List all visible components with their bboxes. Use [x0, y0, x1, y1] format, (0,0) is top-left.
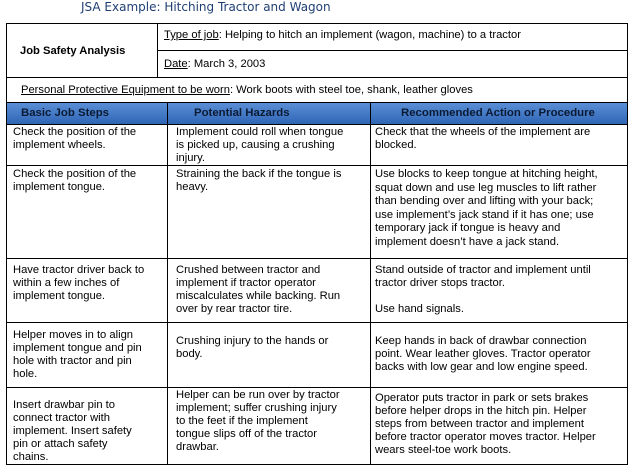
row-divider-5: [6, 387, 628, 388]
cell-line: before tractor operator moves tractor. Helper: [375, 430, 596, 443]
column-header-hazards: Potential Hazards: [194, 107, 290, 119]
row-divider-3: [6, 258, 628, 259]
cell-line: backs with low gear and low engine speed.: [375, 360, 588, 373]
cell-line: Implement could roll when tongue: [176, 126, 344, 138]
cell-line: use implement’s jack stand if it has one; use: [375, 208, 594, 221]
date-value: : March 3, 2003: [187, 58, 266, 70]
cell-line: is picked up, causing a crushing: [176, 138, 335, 151]
table-row-5-action: [375, 392, 596, 457]
cell-line: miscalculates while backing. Run: [176, 289, 341, 302]
cell-line: Stand outside of tractor and implement until: [375, 264, 591, 276]
table-row-4-step: [13, 329, 142, 381]
table-row-4-action: [375, 335, 591, 374]
table-row-4-hazard: [176, 335, 328, 361]
job-type-label: Type of job: [164, 29, 219, 41]
cell-line: tongue slips off of the tractor: [176, 427, 317, 440]
cell-line: tractor driver stops tractor.: [375, 276, 505, 289]
column-header-steps: Basic Job Steps: [21, 107, 109, 119]
cell-line: Check that the wheels of the implement are: [375, 126, 591, 138]
column-divider-2: [370, 103, 371, 465]
cell-line: heavy.: [176, 180, 209, 193]
cell-line: Helper moves in to align: [13, 329, 134, 341]
cell-line: temporary jack if tongue is heavy and: [375, 222, 561, 235]
cell-line: blocked.: [375, 138, 417, 151]
table-row-2-hazard: [176, 168, 341, 194]
cell-line: Straining the back if the tongue is: [176, 168, 342, 180]
cell-line: than bending over and lifting with your back;: [375, 195, 594, 208]
cell-line: connect tractor with: [13, 411, 111, 424]
cell-line: implement; suffer crushing injury: [176, 401, 337, 414]
cell-line: Check the position of the: [13, 168, 137, 180]
header-row-divider: [157, 50, 628, 51]
job-type: [164, 29, 521, 42]
cell-line: squat down and use leg muscles to lift rather: [375, 181, 597, 194]
cell-line: implement tongue.: [13, 289, 106, 302]
table-row-3-step: [13, 264, 144, 303]
cell-line: over by rear tractor tire.: [176, 302, 293, 315]
cell-line: chains.: [13, 450, 49, 463]
row-divider-2: [6, 165, 628, 166]
ppe-row-divider: [6, 77, 628, 78]
cell-line: Have tractor driver back to: [13, 264, 145, 276]
cell-line: Use hand signals.: [375, 302, 464, 315]
ppe-label: Personal Protective Equipment to be worn: [21, 84, 230, 96]
table-row-2-step: [13, 168, 136, 194]
cell-line: point. Wear leather gloves. Tractor operator: [375, 347, 591, 360]
ppe-line: [21, 84, 473, 97]
row-divider-1: [6, 124, 628, 125]
cell-line: implement wheels.: [13, 138, 106, 151]
page-title: JSA Example: Hitching Tractor and Wagon: [81, 0, 331, 14]
cell-line: implement tongue and pin: [13, 341, 142, 354]
cell-line: to the feet if the implement: [176, 414, 308, 427]
cell-line: Crushed between tractor and: [176, 264, 321, 276]
job-date: [164, 58, 265, 71]
cell-line: wears steel-toe work boots.: [375, 443, 512, 456]
cell-line: Use blocks to keep tongue at hitching height,: [375, 168, 598, 180]
cell-line: body.: [176, 347, 203, 360]
cell-line: injury.: [176, 151, 206, 164]
cell-line: Keep hands in back of drawbar connection: [375, 335, 587, 347]
cell-line: [375, 290, 591, 303]
column-header-action: Recommended Action or Procedure: [401, 107, 595, 119]
cell-line: within a few inches of: [13, 276, 120, 289]
cell-line: implement doesn’t have a jack stand.: [375, 235, 560, 248]
table-row-2-action: [375, 168, 598, 250]
table-row-3-hazard: [176, 264, 340, 316]
cell-line: Check the position of the: [13, 126, 137, 138]
cell-line: Helper can be run over by tractor: [176, 389, 340, 401]
row-divider-4: [6, 322, 628, 323]
cell-line: implement tongue.: [13, 180, 106, 193]
cell-line: Crushing injury to the hands or: [176, 335, 329, 347]
cell-line: before helper drops in the hitch pin. Helper: [375, 404, 587, 417]
cell-line: drawbar.: [176, 440, 219, 453]
table-row-5-step: [13, 399, 132, 464]
date-label: Date: [164, 58, 188, 70]
cell-line: Operator puts tractor in park or sets brakes: [375, 392, 589, 404]
table-row-3-action: [375, 264, 591, 316]
table-row-1-action: [375, 126, 590, 152]
table-row-1-step: [13, 126, 136, 152]
job-type-value: : Helping to hitch an implement (wagon, machine) to a tractor: [218, 29, 521, 41]
cell-line: hole with tractor and pin: [13, 354, 132, 367]
cell-line: Insert drawbar pin to: [13, 399, 115, 411]
table-row-1-hazard: [176, 126, 343, 165]
cell-line: steps from between tractor and implement: [375, 417, 584, 430]
table-row-5-hazard: [176, 389, 340, 454]
jsa-label: Job Safety Analysis: [20, 45, 126, 57]
column-divider-1: [167, 103, 168, 465]
cell-line: pin or attach safety: [13, 437, 108, 450]
ppe-value: : Work boots with steel toe, shank, leather gloves: [229, 84, 473, 96]
cell-line: implement. Insert safety: [13, 424, 132, 437]
cell-line: hole.: [13, 367, 38, 380]
cell-line: implement if tractor operator: [176, 276, 316, 289]
